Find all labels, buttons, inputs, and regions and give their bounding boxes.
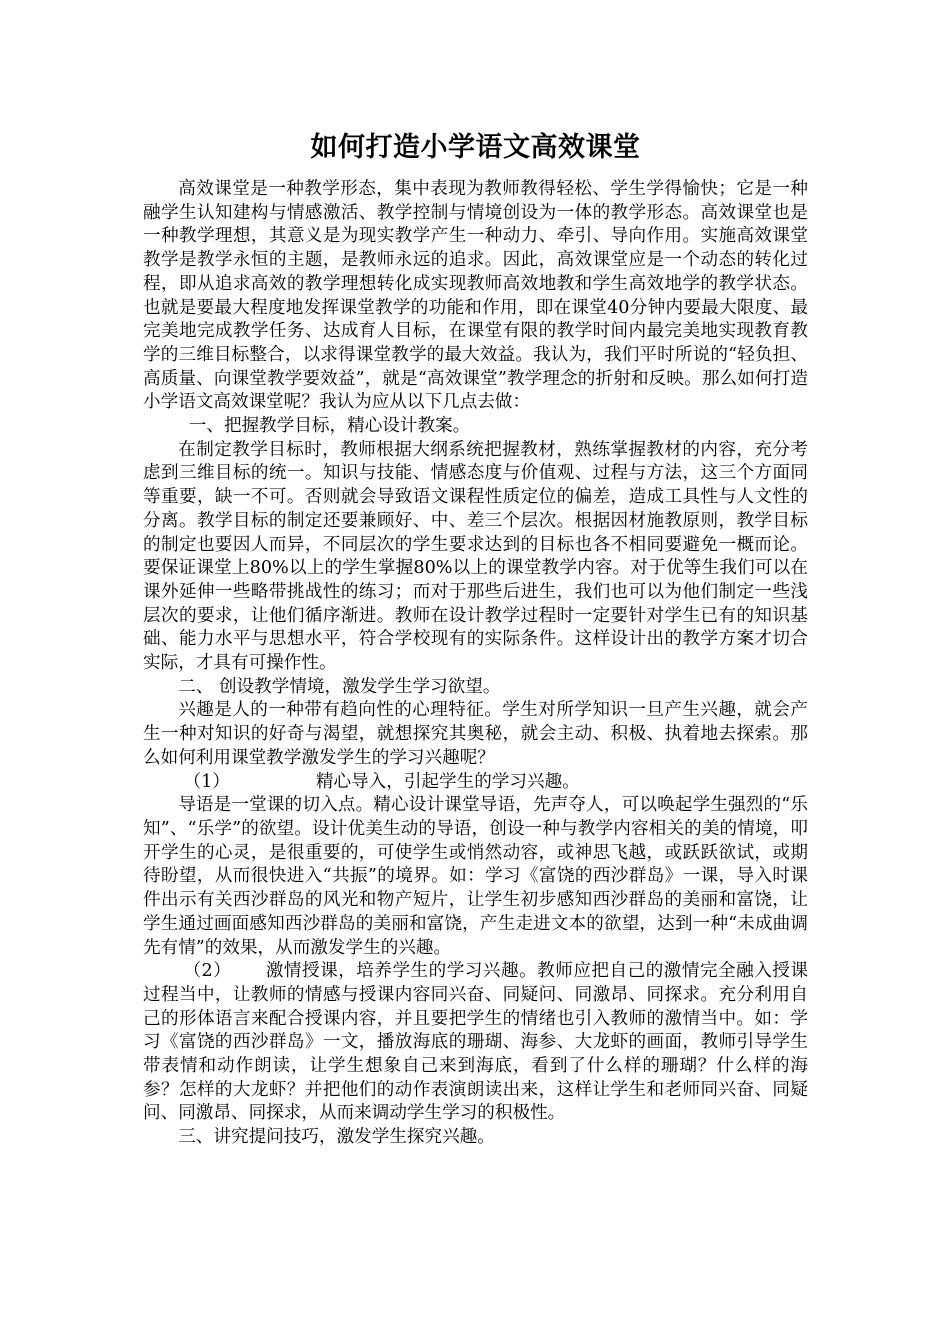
subsection-2-text: 激情授课，培养学生的学习兴趣。教师应把自己的激情完全融入授课过程当中，让教师的情感与授课内容同兴奋、同疑问、同激昂、同探求。充分利用自己的形体语言来配合授课内容，并且要把学生的情绪也引入教师的激情当中。如：学习《富饶的西沙群岛》一文，播放海底的珊瑚、海参、大龙虾的画面，教师引导学生带表情和动作朗读，让学生想象自己来到海底，看到了什么样的珊瑚？什么样的海参？怎样的大龙虾？并把他们的动作表演朗读出来，这样让学生和老师同兴奋、同疑问、同激昂、同探求，从而来调动学生学习的积极性。 — [143, 961, 808, 1124]
subsection-1-paragraph: 导语是一堂课的切入点。精心设计课堂导语，先声夺人，可以唤起学生强烈的“乐知”、“乐学”的欲望。设计优美生动的导语，创设一种与教学内容相关的美的情境，叩开学生的心灵，是很重要的，可使学生或悄然动容，或神思飞越，或跃跃欲试，或期待盼望，从而很快进入“共振”的境界。如：学习《富饶的西沙群岛》一课，导入时课件出示有关西沙群岛的风光和物产短片，让学生初步感知西沙群岛的美丽和富饶，让学生通过画面感知西沙群岛的美丽和富饶，产生走进文本的欲望，达到一种“未成曲调先有情”的效果，从而激发学生的兴趣。 — [143, 795, 808, 958]
document-page — [143, 128, 808, 1150]
document-title: 如何打造小学语文高效课堂 — [310, 132, 641, 163]
section-1-paragraph: 在制定教学目标时，教师根据大纲系统把握教材，熟练掌握教材的内容，充分考虑到三维目标的统一。知识与技能、情感态度与价值观、过程与方法，这三个方面同等重要，缺一不可。否则就会导致语文课程性质定位的偏差，造成工具性与人文性的分离。教学目标的制定还要兼顾好、中、差三个层次。根据因材施教原则，教学目标的制定也要因人而异，不同层次的学生要求达到的目标也各不相同要避免一概而论。要保证课堂上80%以上的学生掌握80%以上的课堂教学内容。对于优等生我们可以在课外延伸一些略带挑战性的练习；而对于那些后进生，我们也可以为他们制定一些浅层次的要求，让他们循序渐进。教师在设计教学过程时一定要针对学生已有的知识基础、能力水平与思想水平，符合学校现有的实际条件。这样设计出的教学方案才切合实际，才具有可操作性。 — [143, 439, 808, 674]
intro-paragraph: 高效课堂是一种教学形态，集中表现为教师教得轻松、学生学得愉快；它是一种融学生认知建构与情感激活、教学控制与情境创设为一体的教学形态。高效课堂也是一种教学理想，其意义是为现实教学产生一种动力、牵引、导向作用。实施高效课堂教学是教学永恒的主题，是教师永远的追求。因此，高效课堂应是一个动态的转化过程，即从追求高效的教学理想转化成实现教师高效地教和学生高效地学的教学状态。也就是要最大程度地发挥课堂教学的功能和作用，即在课堂40分钟内要最大限度、最完美地完成教学任务、达成育人目标，在课堂有限的教学时间内最完美地实现教育教学的三维目标整合，以求得课堂教学的最大效益。我认为，我们平时所说的“轻负担、高质量、向课堂教学要效益”，就是“高效课堂”教学理念的折射和反映。那么如何打造小学语文高效课堂呢？我认为应从以下几点去做： — [143, 179, 808, 413]
section-3-heading: 三、讲究提问技巧，激发学生探究兴趣。 — [178, 1127, 495, 1148]
subsection-1-number: （1） — [183, 771, 230, 792]
subsection-1-heading — [143, 771, 808, 795]
section-2-paragraph: 兴趣是人的一种带有趋向性的心理特征。学生对所学知识一旦产生兴趣，就会产生一种对知识的好奇与渴望，就想探究其奥秘，就会主动、积极、执着地去探索。那么如何利用课堂教学激发学生的学习兴趣呢？ — [143, 700, 808, 768]
subsection-2-number: （2） — [183, 961, 232, 982]
subsection-1-heading-text: 精心导入，引起学生的学习兴趣。 — [315, 771, 580, 792]
section-2-heading: 二、 创设教学情境，激发学生学习欲望。 — [178, 676, 501, 697]
section-1-heading: 一、把握教学目标，精心设计教案。 — [188, 416, 471, 437]
subsection-2-paragraph — [143, 960, 808, 1126]
